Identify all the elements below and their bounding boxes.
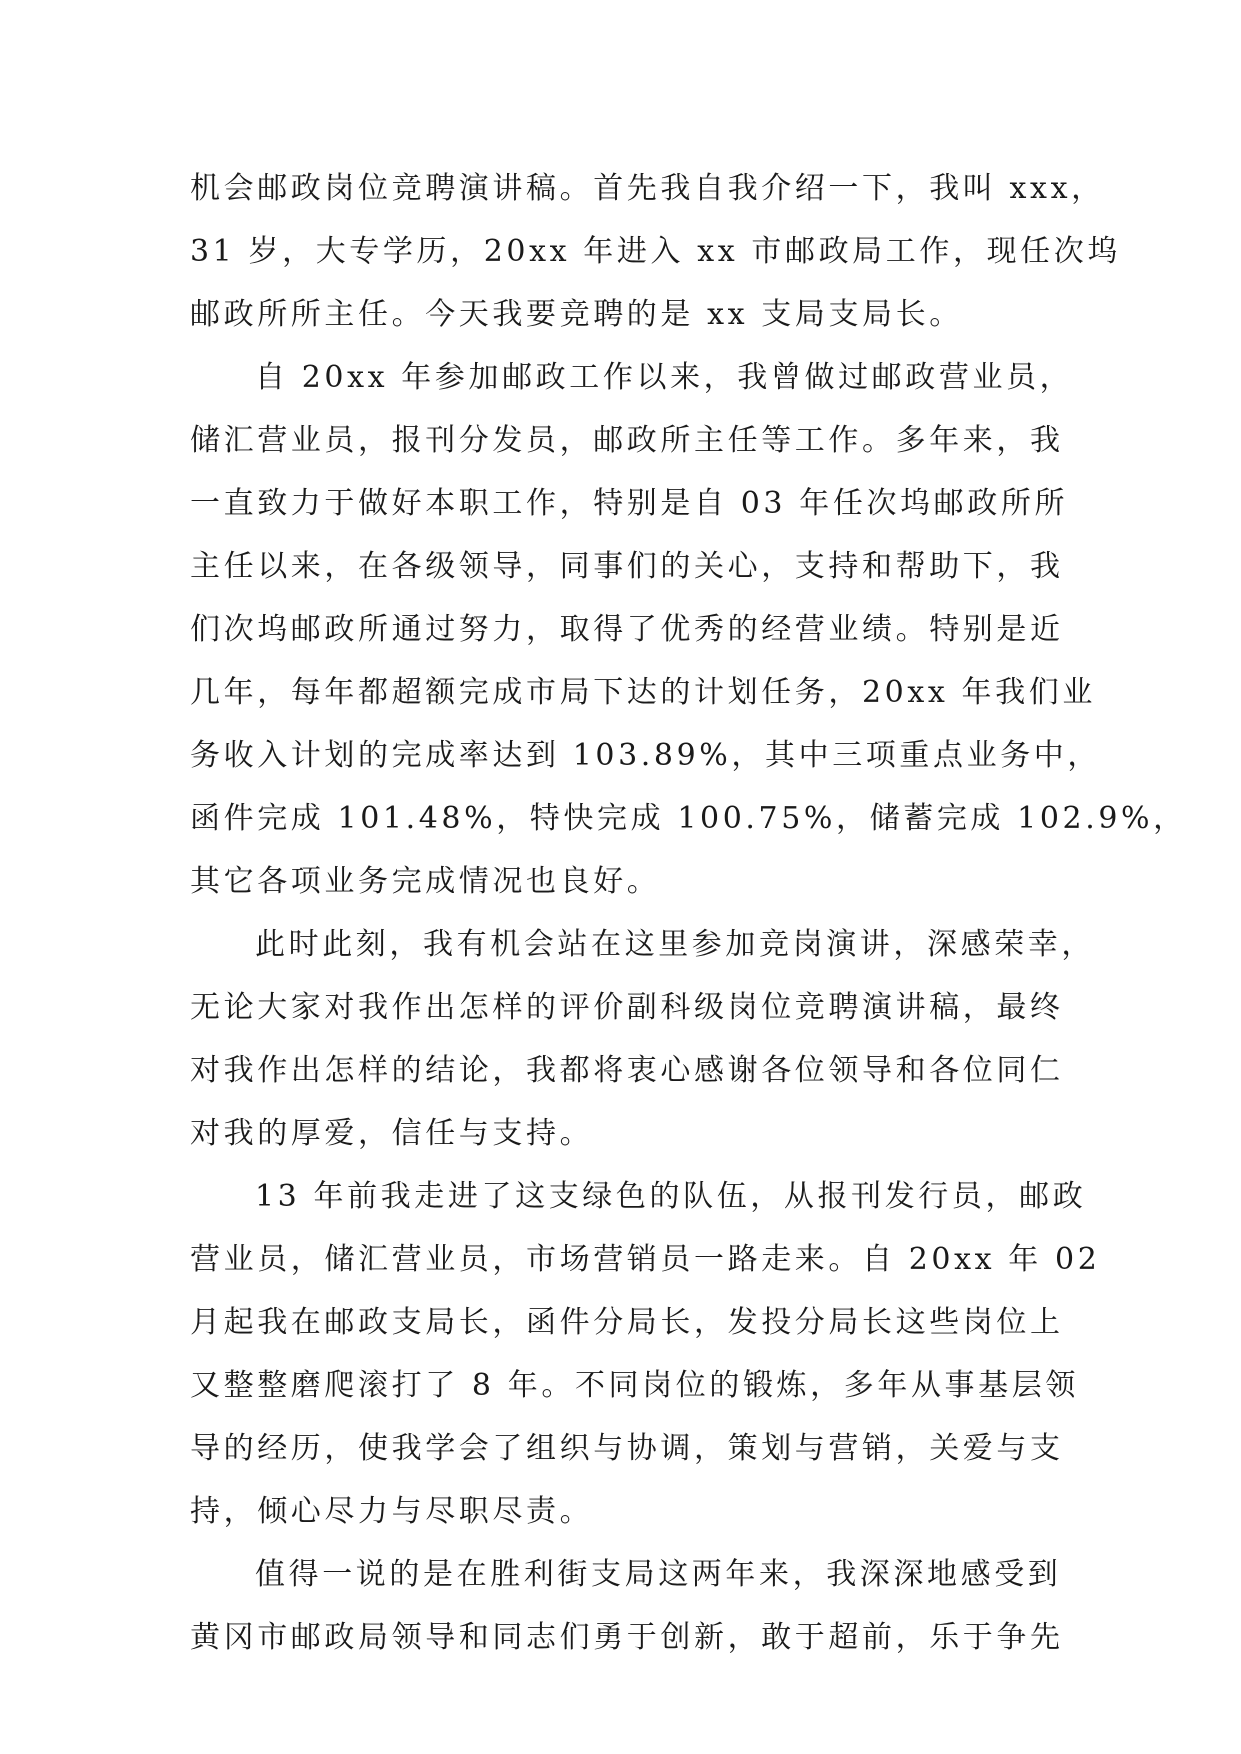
text-line: 几年，每年都超额完成市局下达的计划任务，20xx 年我们业 xyxy=(190,675,1096,710)
text-line: 对我的厚爱，信任与支持。 xyxy=(190,1116,594,1151)
text-line: 函件完成 101.48%，特快完成 100.75%，储蓄完成 102.9%， xyxy=(190,801,1187,836)
text-line: 机会邮政岗位竞聘演讲稿。首先我自我介绍一下，我叫 xxx， xyxy=(190,171,1105,206)
text-line: 自 20xx 年参加邮政工作以来，我曾做过邮政营业员， xyxy=(255,360,1074,395)
text-line: 值得一说的是在胜利街支局这两年来，我深深地感受到 xyxy=(255,1557,1062,1592)
text-line: 此时此刻，我有机会站在这里参加竞岗演讲，深感荣幸， xyxy=(255,927,1095,962)
paragraph xyxy=(190,1543,1064,1669)
text-line: 务收入计划的完成率达到 103.89%，其中三项重点业务中， xyxy=(190,738,1102,773)
paragraph xyxy=(190,913,1095,1165)
text-line: 邮政所所主任。今天我要竞聘的是 xx 支局支局长。 xyxy=(190,297,963,332)
text-line: 黄冈市邮政局领导和同志们勇于创新，敢于超前，乐于争先 xyxy=(190,1620,1064,1655)
text-line: 月起我在邮政支局长，函件分局长，发投分局长这些岗位上 xyxy=(190,1305,1064,1340)
text-line: 31 岁，大专学历，20xx 年进入 xx 市邮政局工作，现任次坞 xyxy=(190,234,1121,269)
text-line: 又整整磨爬滚打了 8 年。不同岗位的锻炼，多年从事基层领 xyxy=(190,1368,1079,1403)
text-line: 储汇营业员，报刊分发员，邮政所主任等工作。多年来，我 xyxy=(190,423,1064,458)
document-body xyxy=(190,157,1187,1669)
text-line: 对我作出怎样的结论，我都将衷心感谢各位领导和各位同仁 xyxy=(190,1053,1064,1088)
text-line: 一直致力于做好本职工作，特别是自 03 年任次坞邮政所所 xyxy=(190,486,1069,521)
text-line: 导的经历，使我学会了组织与协调，策划与营销，关爱与支 xyxy=(190,1431,1064,1466)
paragraph xyxy=(190,346,1187,913)
paragraph xyxy=(190,157,1121,346)
text-line: 13 年前我走进了这支绿色的队伍，从报刊发行员，邮政 xyxy=(255,1179,1087,1214)
text-line: 其它各项业务完成情况也良好。 xyxy=(190,864,661,899)
text-line: 持，倾心尽力与尽职尽责。 xyxy=(190,1494,594,1529)
text-line: 主任以来，在各级领导，同事们的关心，支持和帮助下，我 xyxy=(190,549,1064,584)
paragraph xyxy=(190,1165,1101,1543)
text-line: 们次坞邮政所通过努力，取得了优秀的经营业绩。特别是近 xyxy=(190,612,1064,647)
text-line: 无论大家对我作出怎样的评价副科级岗位竞聘演讲稿，最终 xyxy=(190,990,1064,1025)
text-line: 营业员，储汇营业员，市场营销员一路走来。自 20xx 年 02 xyxy=(190,1242,1101,1277)
